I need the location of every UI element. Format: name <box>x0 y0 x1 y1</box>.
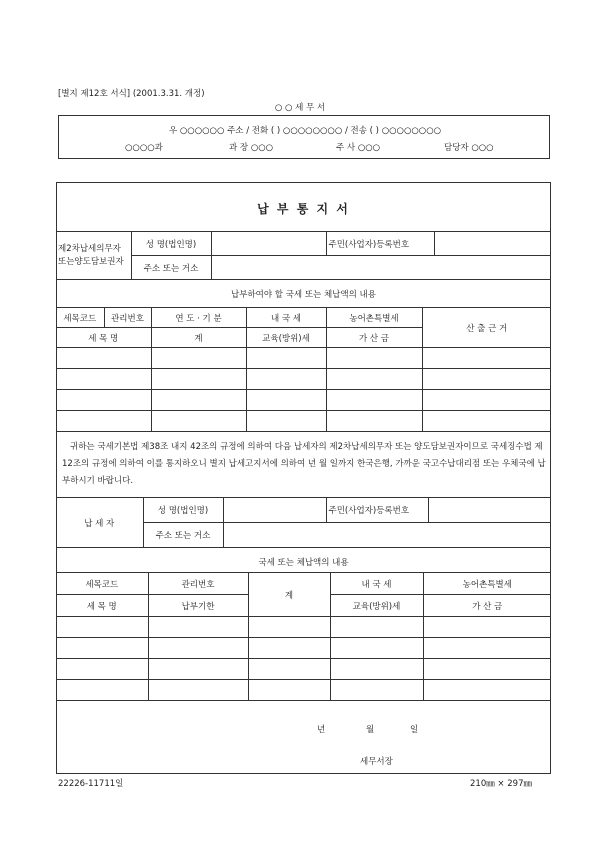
tax-code-header-2: 세목코드 <box>56 573 148 595</box>
total-header: 계 <box>151 328 246 348</box>
taxpayer-table <box>56 497 551 548</box>
name-label: 성 명(법인명) <box>131 232 211 256</box>
total-header-2: 계 <box>248 573 330 617</box>
table-row <box>56 638 551 659</box>
taxpayer-name-value[interactable] <box>223 498 326 523</box>
arrears-content-title: 국세 또는 체납액의 내용 <box>258 558 349 568</box>
taxpayer-id-value[interactable] <box>428 498 551 523</box>
table-row <box>56 348 551 369</box>
officer-name: 주 사 ○○○ <box>336 143 381 153</box>
form-number-note: [별지 제12호 서식] (2001.3.31. 개정) <box>58 89 205 99</box>
date-month-label: 월 <box>366 725 375 735</box>
party-table <box>56 231 551 280</box>
id-number-label: 주민(사업자)등록번호 <box>326 232 434 256</box>
arrears-table <box>56 572 551 701</box>
mgmt-number-header: 관리번호 <box>104 308 151 328</box>
edu-tax-header-2: 교육(방위)세 <box>330 595 423 617</box>
national-tax-header: 내 국 세 <box>246 308 326 328</box>
notice-paragraph: 귀하는 국세기본법 제38조 내지 42조의 규정에 의하여 다음 납세자의 제2차납세의무자 또는 양도담보권자이므로 국세징수법 제12조의 규정에 의하여 이를 통지하오니 별지 납세고지서에 의하여 년 월 일까지 한국은행, 가까운 국고수납대리점 또는 우체국에 납부하시기 바랍니다. <box>62 442 546 486</box>
tax-office-head: 세무서장 <box>360 757 393 767</box>
secondary-taxpayer-label: 제2차납세의무자또는양도담보권자 <box>56 232 131 280</box>
date-year-label: 년 <box>317 725 326 735</box>
rural-tax-header: 농어촌특별세 <box>326 308 422 328</box>
date-day-label: 일 <box>410 725 419 735</box>
department-name: ○○○○과 <box>125 143 163 153</box>
surcharge-header-2: 가 산 금 <box>423 595 551 617</box>
table-row <box>56 369 551 390</box>
table-row <box>56 680 551 701</box>
table-row <box>56 390 551 411</box>
person-in-charge: 담당자 ○○○ <box>444 143 494 153</box>
office-info-box <box>58 115 550 159</box>
taxpayer-address-label: 주소 또는 거소 <box>143 523 223 548</box>
due-date-header: 납부기한 <box>148 595 248 617</box>
name-value[interactable] <box>211 232 326 256</box>
tax-detail-table <box>56 307 551 432</box>
section-chief: 과 장 ○○○ <box>229 143 274 153</box>
form-title: 납 부 통 지 서 <box>257 202 350 216</box>
tax-office-name: ○ ○ 세 무 서 <box>274 103 326 113</box>
table-row <box>56 411 551 432</box>
surcharge-header: 가 산 금 <box>326 328 422 348</box>
table-row <box>56 659 551 680</box>
taxpayer-address-value[interactable] <box>223 523 551 548</box>
office-address-line: 우 ○○○○○○ 주소 / 전화 ( ) ○○○○○○○○ / 전송 ( ) ○○○○○○○○ <box>168 126 442 136</box>
address-value[interactable] <box>211 256 551 280</box>
mgmt-number-header-2: 관리번호 <box>148 573 248 595</box>
edu-tax-header: 교육(방위)세 <box>246 328 326 348</box>
id-number-value[interactable] <box>434 232 551 256</box>
content-title: 납부하여야 할 국세 또는 체납액의 내용 <box>231 290 376 300</box>
tax-item-header-2: 세 목 명 <box>56 595 148 617</box>
national-tax-header-2: 내 국 세 <box>330 573 423 595</box>
tax-code-header: 세목코드 <box>56 308 104 328</box>
taxpayer-name-label: 성 명(법인명) <box>143 498 223 523</box>
rural-tax-header-2: 농어촌특별세 <box>423 573 551 595</box>
taxpayer-label: 납 세 자 <box>56 498 143 548</box>
tax-item-header: 세 목 명 <box>56 328 151 348</box>
basis-header: 산 출 근 거 <box>422 308 551 348</box>
year-period-header: 연 도 · 기 분 <box>151 308 246 328</box>
table-row <box>56 617 551 638</box>
taxpayer-id-label: 주민(사업자)등록번호 <box>326 498 428 523</box>
form-code: 22226-11711일 <box>58 779 124 789</box>
address-label: 주소 또는 거소 <box>131 256 211 280</box>
paper-size: 210㎜ × 297㎜ <box>470 779 532 789</box>
